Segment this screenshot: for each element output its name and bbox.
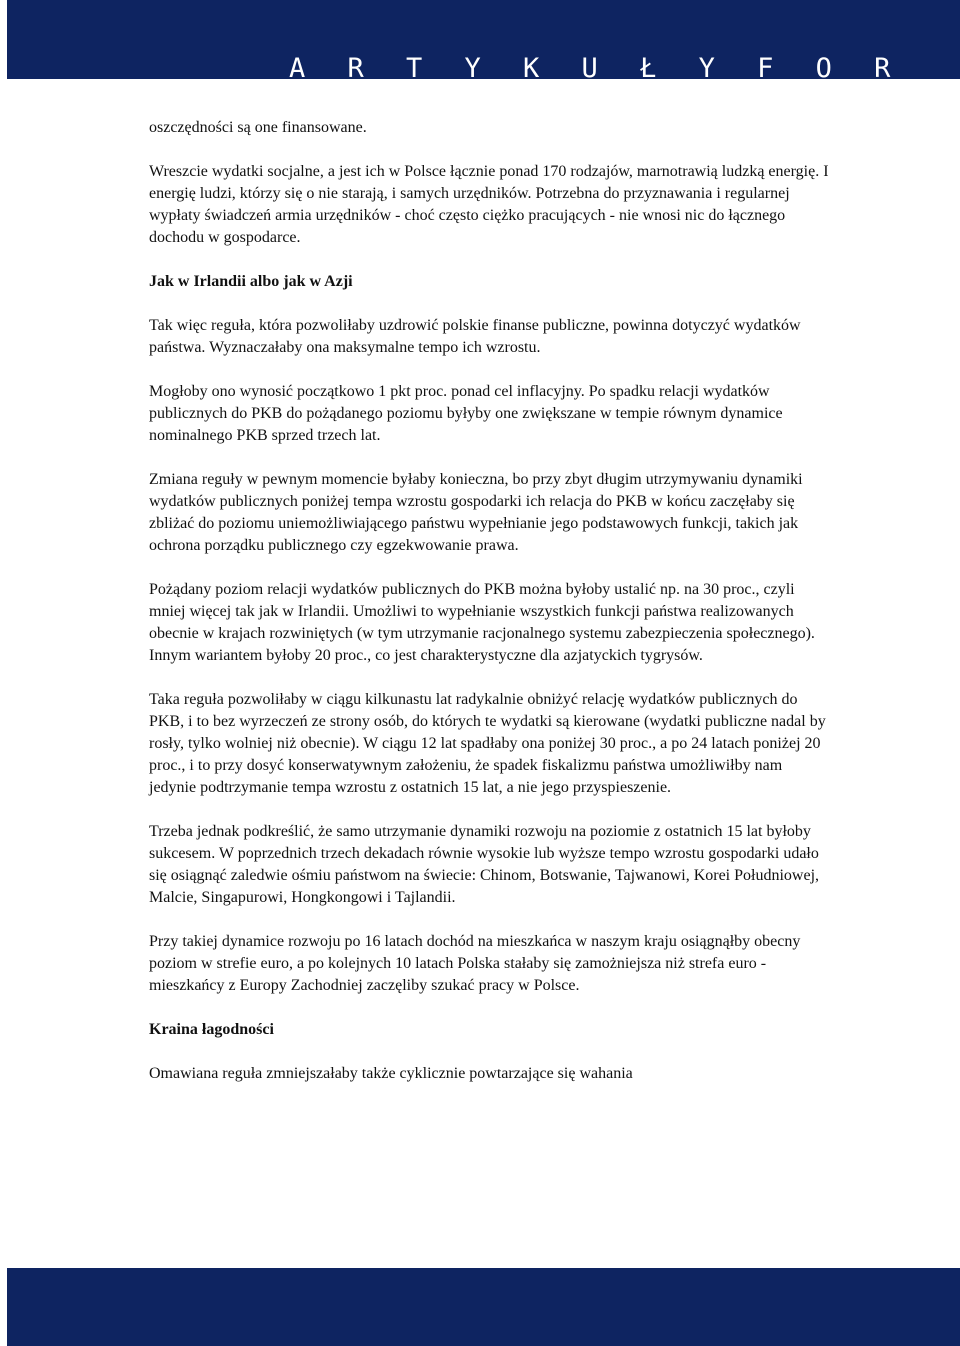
paragraph-success: Trzeba jednak podkreślić, że samo utrzymanie dynamiki rozwoju na poziomie z ostatnich 15 lat byłoby sukcesem. W poprzednich trzech dekadach równie wysokie lub wyższe tempo wzrostu gospodarki udało się osiągnąć zaledwie ośmiu państwom na świecie: Chinom, Botswanie, Tajwanowi, Korei Południowej, Malcie, Singapurowi, Hongkongowi i Tajlandii. xyxy=(149,823,820,906)
paragraph-income: Przy takiej dynamice rozwoju po 16 latach dochód na mieszkańca w naszym kraju osiągnąłby obecny poziom w strefie euro, a po kolejnych 10 latach Polska stałaby się zamożniejsza niż strefa euro - mieszkańcy z Europy Zachodniej zaczęliby szukać pracy w Polsce. xyxy=(149,933,801,994)
paragraph-fluctuations: Omawiana reguła zmniejszałaby także cyklicznie powtarzające się wahania xyxy=(149,1065,633,1082)
top-banner xyxy=(7,0,960,84)
paragraph-reduction: Taka reguła pozwoliłaby w ciągu kilkunastu lat radykalnie obniżyć relację wydatków publicznych do PKB, i to bez wyrzeczeń ze strony osób, do których te wydatki są kierowane (wydatki publiczne nadal by rosły, tylko wolniej niż obecnie). W ciągu 12 lat spadłaby ona poniżej 30 proc., a po 24 latach poniżej 20 proc., i to przy dosyć konserwatywnym założeniu, że spadek fiskalizmu państwa umożliwiłby nam jedynie podtrzymanie tempa wzrostu z ostatnich 15 lat, a nie jego przyspieszenie. xyxy=(149,691,826,796)
paragraph-desired-level: Pożądany poziom relacji wydatków publicznych do PKB można byłoby ustalić np. na 30 proc., czyli mniej więcej tak jak w Irlandii. Umożliwi to wypełnianie wszystkich funkcji państwa realizowanych obecnie w krajach rozwiniętych (w tym utrzymanie racjonalnego systemu zabezpieczenia społecznego). Innym wariantem byłoby 20 proc., co jest charakterystyczne dla azjatyckich tygrysów. xyxy=(149,581,815,664)
paragraph-growth-rate: Mogłoby ono wynosić początkowo 1 pkt proc. ponad cel inflacyjny. Po spadku relacji wydatków publicznych do PKB do pożądanego poziomu byłyby one zwiększane w tempie równym dynamice nominalnego PKB sprzed trzech lat. xyxy=(149,383,783,444)
bottom-banner xyxy=(7,1268,960,1346)
paragraph-spending-rule: Tak więc reguła, która pozwoliłaby uzdrowić polskie finanse publiczne, powinna dotyczyć wydatków państwa. Wyznaczałaby ona maksymalne tempo ich wzrostu. xyxy=(149,317,801,356)
paragraph-social-spending: Wreszcie wydatki socjalne, a jest ich w Polsce łącznie ponad 170 rodzajów, marnotrawią ludzką energię. I energię ludzi, którzy się o nie starają, i samych urzędników. Potrzebna do przyznawania i regularnej wypłaty świadczeń armia urzędników - choć często ciężko pracujących - nie wnosi nic do łącznego dochodu w gospodarce. xyxy=(149,163,829,246)
section-heading-mildness: Kraina łagodności xyxy=(149,1021,274,1038)
article-body xyxy=(149,117,829,1085)
banner-title: A R T Y K U Ł Y F O R xyxy=(289,53,904,84)
section-heading-ireland-asia: Jak w Irlandii albo jak w Azji xyxy=(149,273,353,290)
paragraph-intro: oszczędności są one finansowane. xyxy=(149,119,367,136)
paragraph-rule-change: Zmiana reguły w pewnym momencie byłaby konieczna, bo przy zbyt długim utrzymywaniu dynamiki wydatków publicznych poniżej tempa wzrostu gospodarki ich relacja do PKB w końcu zaczęłaby się zbliżać do poziomu uniemożliwiającego państwu wypełnianie jego podstawowych funkcji, takich jak ochrona porządku publicznego czy egzekwowanie prawa. xyxy=(149,471,803,554)
